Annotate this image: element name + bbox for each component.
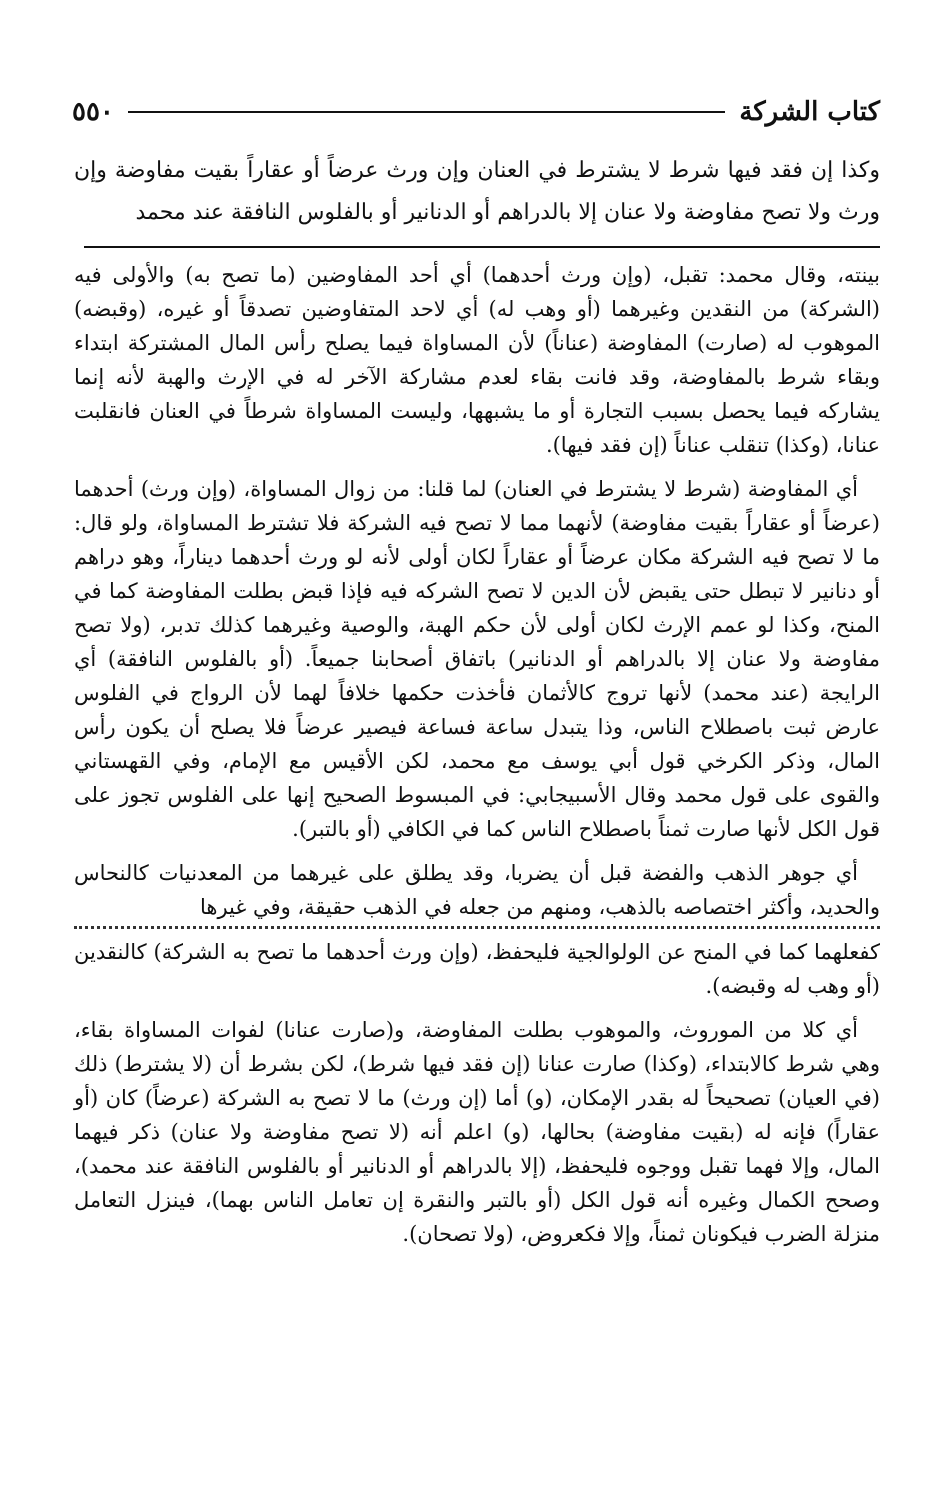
page-header	[72, 92, 880, 132]
commentary-paragraph: أي كلا من الموروث، والموهوب بطلت المفاوضة، و(صارت عنانا) لفوات المساواة بقاء، وهي شرط كالابتداء، (وكذا) صارت عنانا (إن فقد فيها شرط)، لكن بشرط أن (لا يشترط) ذلك (في العيان) تصحيحاً له بقدر الإمكان، (و) أما (إن ورث) ما لا تصح به الشركة (عرضاً) كان (أو عقاراً) فإنه له (بقيت مفاوضة) بحالها، (و) اعلم أنه (لا تصح مفاوضة ولا عنان) ذكر فيهما المال، وإلا فهما تقبل ووجوه فليحفظ، (إلا بالدراهم أو الدنانير أو بالفلوس النافقة عند محمد)، وصحح الكمال وغيره أنه قول الكل (أو بالتبر والنقرة إن تعامل الناس بهما)، فينزل التعامل منزلة الضرب فيكونان ثمناً، وإلا فكعروض، (ولا تصحان).	[74, 1018, 880, 1246]
commentary-paragraph: كفعلهما كما في المنح عن الولوالجية فليحفظ، (وإن ورث أحدهما ما تصح به الشركة) كالنقدين (أو وهب له وقبضه).	[74, 940, 880, 998]
book-title: كتاب الشركة	[739, 97, 880, 127]
header-rule	[128, 111, 725, 113]
page-number: ٥٥٠	[72, 97, 114, 127]
commentary	[74, 258, 880, 1251]
commentary-paragraph: بينته، وقال محمد: تقبل، (وإن ورث أحدهما) أي أحد المفاوضين (ما تصح به) والأولى فيه (الشركة) من النقدين وغيرهما (أو وهب له) أي لاحد المتفاوضين تصدقاً أو غيره، (وقبضه) الموهوب له (صارت) المفاوضة (عناناً) لأن المساواة فيما يصلح رأس المال المشتركة ابتداء وبقاء شرط بالمفاوضة، وقد فانت بقاء لعدم مشاركة الآخر له في الإرث والهبة لأنه إنما يشاركه فيما يحصل بسبب التجارة أو ما يشبهها، وليست المساواة شرطاً في العنان فانقلبت عنانا، (وكذا) تنقلب عناناً (إن فقد فيها).	[74, 263, 880, 457]
commentary-paragraph: أي المفاوضة (شرط لا يشترط في العنان) لما قلنا: من زوال المساواة، (وإن ورث) أحدهما (عرضاً أو عقاراً بقيت مفاوضة) لأنهما مما لا تصح فيه الشركة فلا تشترط المساواة، ولو قال: ما لا تصح فيه الشركة مكان عرضاً أو عقاراً لكان أولى لأنه لو ورث أحدهما ديناراً، وهو دراهم أو دنانير لا تبطل حتى يقبض لأن الدين لا تصح الشركه فيه فإذا قبض بطلت المفاوضة كما في المنح، وكذا لو عمم الإرث لكان أولى لأن حكم الهبة، والوصية وغيرهما كذلك تدبر، (ولا تصح مفاوضة ولا عنان إلا بالدراهم أو الدنانير) باتفاق أصحابنا جميعاً. (أو بالفلوس النافقة) أي الرايجة (عند محمد) لأنها تروج كالأثمان فأخذت حكمها خلافاً لهما لأن الرواج في الفلوس عارض ثبت باصطلاح الناس، وذا يتبدل ساعة فساعة فيصير عرضاً فلا يصلح أن يكون رأس المال، وذكر الكرخي قول أبي يوسف مع محمد، لكن الأقيس مع الإمام، وفي القهستاني والقوى على قول محمد وقال الأسبيجابي: في المبسوط الصحيح إنها على الفلوس تجوز على قول الكل لأنها صارت ثمناً باصطلاح الناس كما في الكافي (أو بالتبر).	[74, 477, 880, 841]
dotted-divider	[74, 926, 880, 929]
main-text-rule	[84, 246, 880, 248]
main-text: وكذا إن فقد فيها شرط لا يشترط في العنان وإن ورث عرضاً أو عقاراً بقيت مفاوضة وإن ورث ولا تصح مفاوضة ولا عنان إلا بالدراهم أو الدنانير أو بالفلوس النافقة عند محمد	[74, 158, 880, 225]
commentary-paragraph: أي جوهر الذهب والفضة قبل أن يضربا، وقد يطلق على غيرهما من المعدنيات كالنحاس والحديد، وأكثر اختصاصه بالذهب، ومنهم من جعله في الذهب حقيقة، وفي غيرها	[74, 861, 880, 919]
